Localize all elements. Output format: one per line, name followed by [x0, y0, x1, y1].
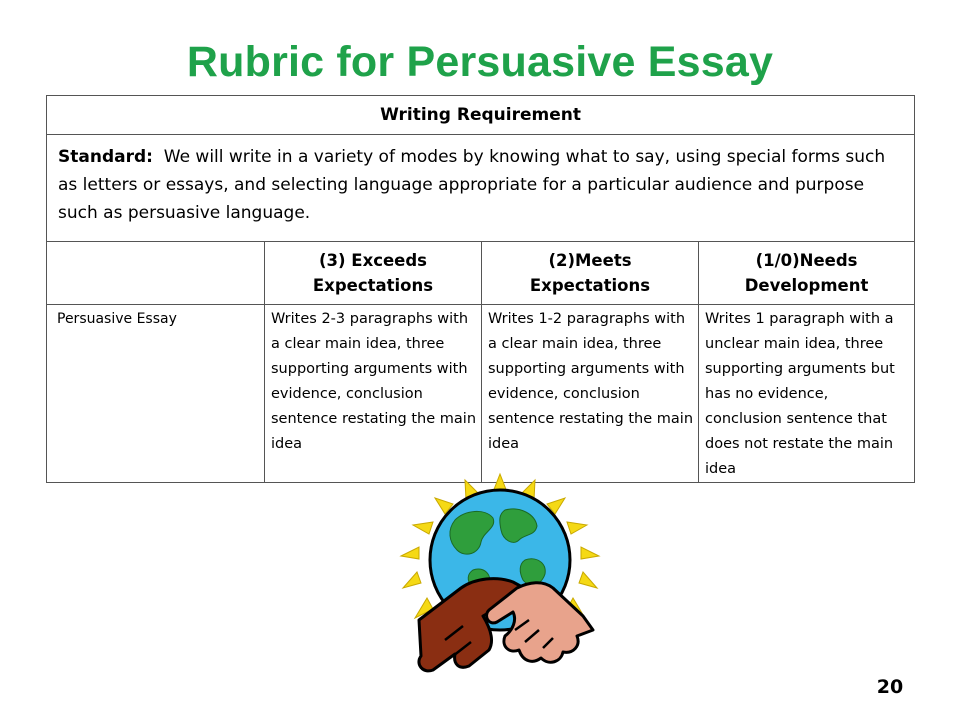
standard-text: We will write in a variety of modes by knowing what to say, using special forms such as letters or essays, and selecting language appropriate for a particular audience and purpose such as persuasive language.: [58, 147, 886, 223]
rubric-table: [46, 95, 915, 483]
meets-description: Writes 1-2 paragraphs with a clear main idea, three supporting arguments with evidence, conclusion sentence restating the main idea: [482, 305, 699, 483]
standard-label: Standard:: [58, 147, 153, 167]
writing-requirement-header: Writing Requirement: [47, 96, 915, 135]
slide-title: Rubric for Persuasive Essay: [186, 38, 774, 86]
page-number: 20: [876, 676, 904, 698]
criterion-label: Persuasive Essay: [47, 305, 265, 483]
standard-cell: [47, 135, 915, 242]
globe-handshake-icon: [385, 470, 615, 695]
writing-requirement-row: [47, 96, 915, 135]
standard-row: [47, 135, 915, 242]
levels-row: [47, 242, 915, 305]
level-header-exceeds: (3) Exceeds Expectations: [265, 242, 482, 305]
needs-description: Writes 1 paragraph with a unclear main idea, three supporting arguments but has no evidence, conclusion sentence that does not restate the main idea: [699, 305, 915, 483]
level-header-blank: [47, 242, 265, 305]
exceeds-description: Writes 2-3 paragraphs with a clear main idea, three supporting arguments with evidence, conclusion sentence restating the main idea: [265, 305, 482, 483]
level-header-meets: (2)Meets Expectations: [482, 242, 699, 305]
level-header-needs: (1/0)Needs Development: [699, 242, 915, 305]
criterion-row: [47, 305, 915, 483]
